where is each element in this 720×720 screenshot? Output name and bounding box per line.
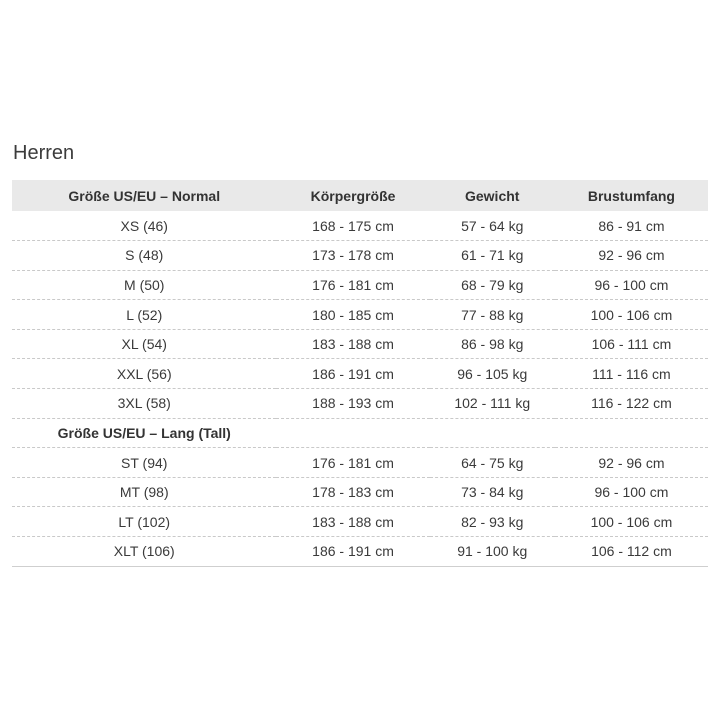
table-cell: XXL (56): [12, 359, 276, 389]
table-cell: 176 - 181 cm: [276, 270, 429, 300]
table-cell: XL (54): [12, 329, 276, 359]
table-cell: 180 - 185 cm: [276, 300, 429, 330]
table-row: [12, 241, 708, 271]
table-cell: 186 - 191 cm: [276, 359, 429, 389]
column-header-size: Größe US/EU – Normal: [12, 180, 276, 211]
table-cell: 106 - 112 cm: [555, 537, 708, 567]
table-cell: 100 - 106 cm: [555, 300, 708, 330]
table-cell: L (52): [12, 300, 276, 330]
table-cell: 96 - 105 kg: [430, 359, 555, 389]
table-row: [12, 477, 708, 507]
table-cell: 92 - 96 cm: [555, 448, 708, 478]
table-cell: ST (94): [12, 448, 276, 478]
table-cell: 82 - 93 kg: [430, 507, 555, 537]
table-row: [12, 537, 708, 567]
table-cell: 183 - 188 cm: [276, 507, 429, 537]
table-cell: 86 - 91 cm: [598, 217, 665, 234]
section-header-row: [12, 418, 708, 448]
table-cell: Größe US/EU – Lang (Tall): [12, 418, 276, 448]
table-cell: 102 - 111 kg: [430, 389, 555, 419]
table-row: [12, 211, 708, 241]
table-cell: 173 - 178 cm: [276, 241, 429, 271]
table-row: [12, 507, 708, 537]
table-cell: 106 - 111 cm: [555, 329, 708, 359]
table-cell: XLT (106): [12, 537, 276, 567]
table-cell: [430, 418, 555, 448]
table-cell: 116 - 122 cm: [555, 389, 708, 419]
column-header-height: Körpergröße: [276, 180, 429, 211]
table-cell: MT (98): [12, 477, 276, 507]
table-cell: 96 - 100 cm: [555, 477, 708, 507]
table-cell: 176 - 181 cm: [276, 448, 429, 478]
table-cell: 73 - 84 kg: [430, 477, 555, 507]
table-row: [12, 448, 708, 478]
table-cell: 96 - 100 cm: [555, 270, 708, 300]
table-cell: 91 - 100 kg: [430, 537, 555, 567]
table-row: [12, 300, 708, 330]
size-table: [12, 180, 708, 567]
table-cell: [555, 418, 708, 448]
table-row: [12, 389, 708, 419]
table-cell: 3XL (58): [12, 389, 276, 419]
table-cell: 68 - 79 kg: [430, 270, 555, 300]
table-cell: 178 - 183 cm: [276, 477, 429, 507]
table-cell: 86 - 98 kg: [430, 329, 555, 359]
table-cell: 183 - 188 cm: [276, 329, 429, 359]
table-cell: 57 - 64 kg: [461, 217, 524, 234]
table-cell: XS (46): [120, 217, 168, 234]
table-cell: [276, 418, 429, 448]
table-cell: 77 - 88 kg: [430, 300, 555, 330]
table-cell: M (50): [12, 270, 276, 300]
table-row: [12, 329, 708, 359]
table-row: [12, 270, 708, 300]
table-cell: 111 - 116 cm: [555, 359, 708, 389]
size-table-container: [12, 180, 708, 567]
table-cell: 186 - 191 cm: [276, 537, 429, 567]
table-row: [12, 359, 708, 389]
table-header-row: [12, 180, 708, 211]
column-header-weight: Gewicht: [430, 180, 555, 211]
table-cell: 168 - 175 cm: [312, 217, 394, 234]
table-cell: S (48): [12, 241, 276, 271]
page-title: Herren: [13, 142, 75, 164]
table-cell: 61 - 71 kg: [430, 241, 555, 271]
table-cell: 64 - 75 kg: [430, 448, 555, 478]
column-header-chest: Brustumfang: [555, 180, 708, 211]
table-cell: 92 - 96 cm: [555, 241, 708, 271]
table-cell: 100 - 106 cm: [555, 507, 708, 537]
table-cell: 188 - 193 cm: [276, 389, 429, 419]
table-cell: LT (102): [12, 507, 276, 537]
